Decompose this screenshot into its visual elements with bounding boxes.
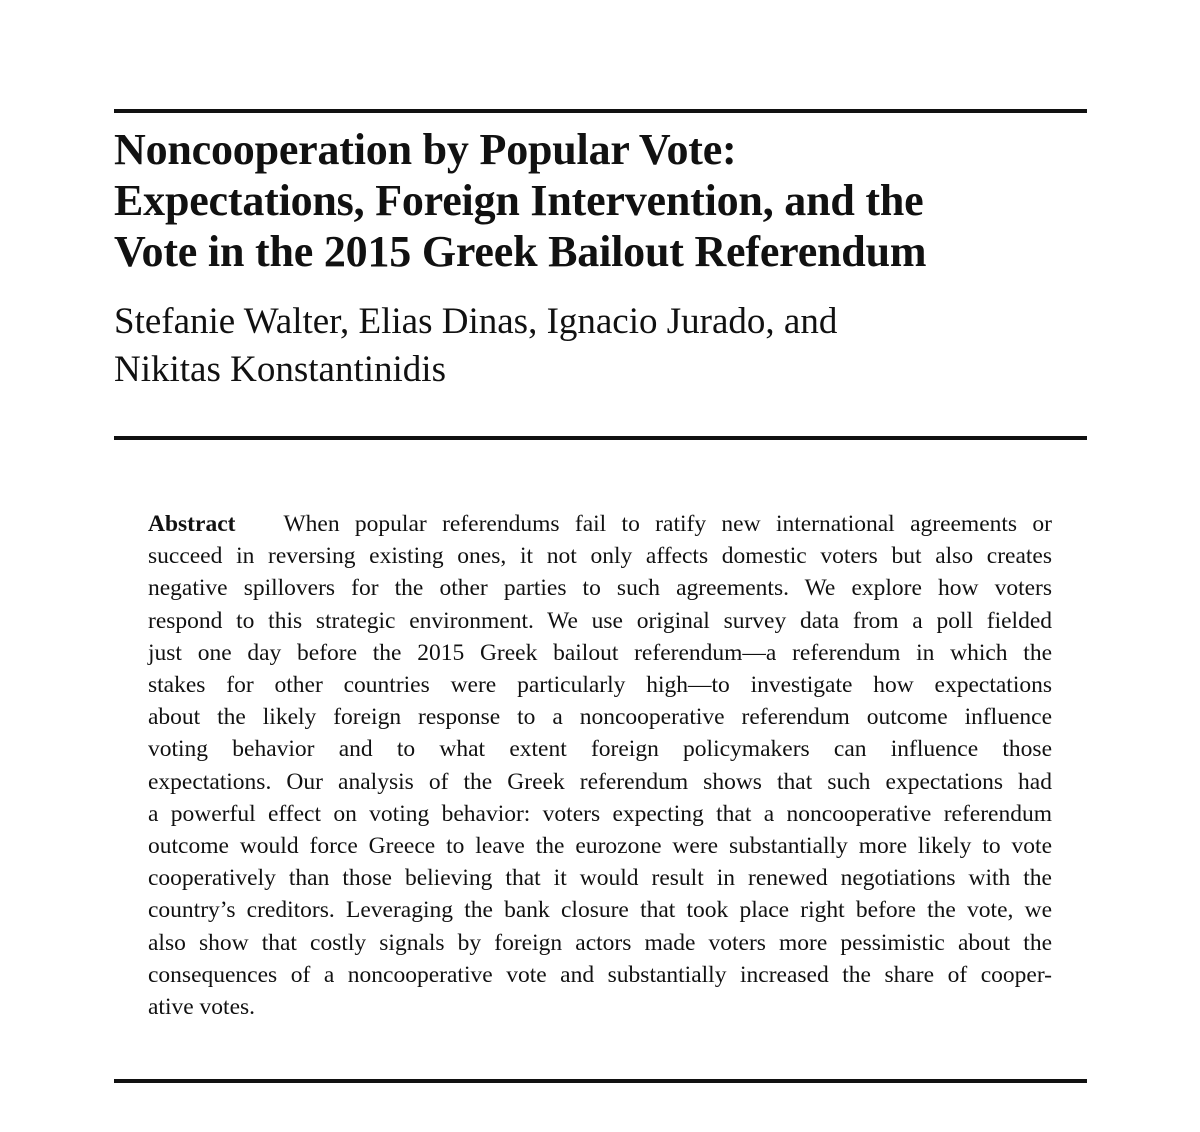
abstract-line: a powerful effect on voting behavior: voters expecting that a noncooperative referendum xyxy=(148,800,1052,827)
abstract-line: voting behavior and to what extent foreign policymakers can influence those xyxy=(148,736,1052,763)
author-line: Nikitas Konstantinidis xyxy=(114,349,446,390)
abstract-line: just one day before the 2015 Greek bailout referendum—a referendum in which the xyxy=(148,639,1052,666)
abstract-line: consequences of a noncooperative vote and substantially increased the share of cooper- xyxy=(148,961,1052,988)
abstract-line: outcome would force Greece to leave the eurozone were substantially more likely to vote xyxy=(148,833,1052,860)
abstract-line: cooperatively than those believing that it would result in renewed negotiations with the xyxy=(148,865,1052,892)
abstract-line: also show that costly signals by foreign actors made voters more pessimistic about the xyxy=(148,929,1052,956)
author-list xyxy=(114,298,1094,394)
abstract-first-line xyxy=(148,508,1052,540)
title-line: Expectations, Foreign Intervention, and the xyxy=(114,176,924,225)
abstract-line: negative spillovers for the other parties to such agreements. We explore how voters xyxy=(148,575,1052,602)
top-rule xyxy=(114,109,1087,113)
abstract-line: stakes for other countries were particularly high—to investigate how expectations xyxy=(148,672,1052,699)
abstract-line: about the likely foreign response to a noncooperative referendum outcome influence xyxy=(148,704,1052,731)
abstract-label: Abstract xyxy=(148,511,236,537)
abstract-line: country’s creditors. Leveraging the bank closure that took place right before the vote, we xyxy=(148,897,1052,924)
bottom-rule xyxy=(114,1079,1087,1083)
title-line: Vote in the 2015 Greek Bailout Referendum xyxy=(114,227,927,276)
title-line: Noncooperation by Popular Vote: xyxy=(114,125,737,174)
abstract-line: ative votes. xyxy=(148,994,256,1021)
abstract-line: respond to this strategic environment. We use original survey data from a poll fielded xyxy=(148,607,1052,634)
abstract-line: expectations. Our analysis of the Greek referendum shows that such expectations had xyxy=(148,768,1052,795)
middle-rule xyxy=(114,436,1087,440)
author-line: Stefanie Walter, Elias Dinas, Ignacio Jurado, and xyxy=(114,301,838,342)
abstract xyxy=(148,508,1052,1023)
paper-title xyxy=(114,124,1094,277)
abstract-line: succeed in reversing existing ones, it not only affects domestic voters but also creates xyxy=(148,543,1052,570)
abstract-line: When popular referendums fail to ratify new international agreements or xyxy=(283,511,1052,537)
